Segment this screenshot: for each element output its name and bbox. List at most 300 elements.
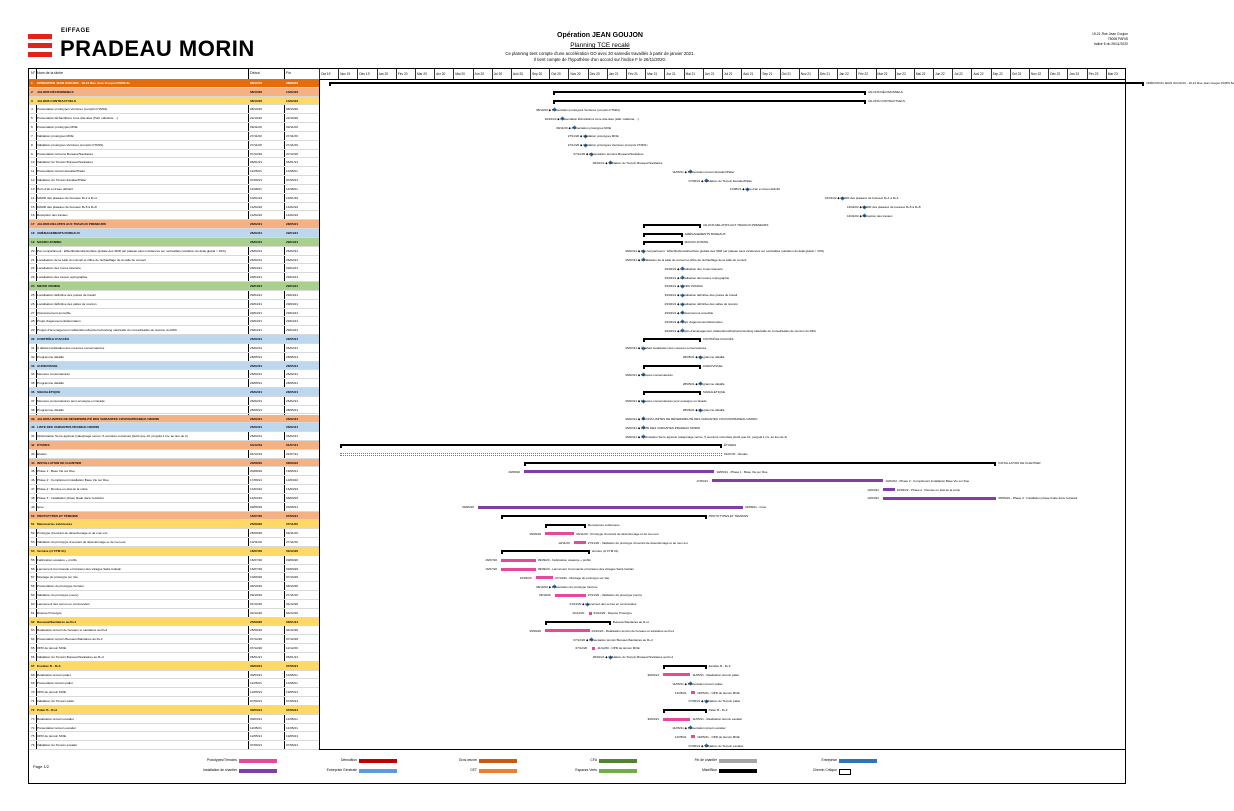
table-row[interactable] — [29, 715, 319, 724]
task-start: 26/02/21 — [250, 345, 263, 350]
table-row[interactable] — [29, 309, 319, 318]
task-name: Validation du Témoin Escalier/Palier — [37, 178, 87, 183]
bar-label: 03/12/20 - Dépose Prototype — [593, 611, 632, 616]
bar-label: 27/11/20 - Validation du prototype d'ouvrant de désenfumage et de men.ext. — [587, 540, 689, 545]
task-number: 55 — [31, 557, 35, 562]
task-number: 67 — [31, 663, 35, 668]
gantt-bar[interactable] — [501, 559, 536, 562]
bar-label: MACRO ZONING — [684, 240, 709, 245]
table-row[interactable] — [29, 406, 319, 415]
table-row[interactable] — [29, 600, 319, 609]
bar-label: 01/07/21 - Études — [724, 452, 748, 457]
bar-label: Escalier B - R+3 — [708, 664, 731, 669]
task-start: 07/12/20 — [250, 151, 263, 156]
legend-label: Entreprise Générale — [326, 768, 357, 772]
table-row[interactable] — [29, 273, 319, 282]
table-row[interactable] — [29, 397, 319, 406]
gantt-bar[interactable] — [524, 462, 996, 464]
task-start: 29/04/21 — [250, 284, 263, 289]
bar-label: 11/05/21 - Réalisation témoin escalier — [692, 717, 743, 722]
task-number: 19 — [31, 239, 35, 244]
bar-label: 28/05/21 ◆ Programme détaillé — [682, 355, 725, 360]
bar-label: 27/11/20 ◆ Validation prototypes Verrières (compris FTM01) — [567, 143, 648, 148]
table-row[interactable] — [29, 158, 319, 167]
month-label: Nov 20 — [568, 69, 587, 79]
bar-label: 16/03/22 - Phase 2 : Remise en état de la voirie — [896, 487, 961, 492]
table-row[interactable] — [29, 432, 319, 441]
bar-label: OPÉRATION JEAN GOUJON - 19-21 Rue Jean Goujon PARIS 8e — [1146, 81, 1234, 86]
task-number: 22 — [31, 266, 35, 271]
gantt-bar[interactable] — [340, 444, 722, 446]
table-row[interactable] — [29, 150, 319, 159]
gantt-bar[interactable] — [524, 470, 714, 473]
address-line-1: 19-21 Rue Jean Goujon — [1091, 32, 1128, 36]
table-row[interactable] — [29, 123, 319, 132]
table-row[interactable] — [29, 450, 319, 459]
task-number: 64 — [31, 637, 35, 642]
gantt-bar[interactable] — [501, 568, 536, 571]
task-start: 17/06/21 — [250, 478, 263, 483]
task-end: 29/04/21 — [286, 328, 299, 333]
table-row[interactable] — [29, 211, 319, 220]
task-number: 51 — [31, 522, 35, 527]
task-name: Mesures conservatoires — [37, 372, 70, 377]
gantt-bar[interactable] — [883, 488, 895, 491]
bar-label: 06/01/21 ◆ Validation du Témoin Bureaux/Sanitaires au R+4 — [592, 655, 674, 660]
task-start: 07/12/20 — [250, 646, 263, 651]
table-row[interactable] — [29, 662, 319, 671]
table-row[interactable] — [29, 512, 319, 521]
gantt-bar[interactable] — [663, 709, 706, 711]
gantt-bar[interactable] — [553, 91, 866, 93]
task-start: 11/05/21 — [250, 169, 262, 174]
bar-label: 07/12/20 ◆ Présentation témoin Bureaux/Sanitaires au R+4 — [573, 637, 653, 642]
task-start: 26/02/21 — [250, 390, 263, 394]
table-row[interactable] — [29, 626, 319, 635]
table-row[interactable] — [29, 282, 319, 291]
legend-swatch — [719, 769, 757, 773]
table-row[interactable] — [29, 300, 319, 309]
task-name: Études — [37, 451, 47, 456]
table-row[interactable] — [29, 591, 319, 600]
legend-swatch — [239, 769, 277, 773]
table-row[interactable] — [29, 105, 319, 114]
gantt-bar[interactable] — [545, 629, 589, 632]
task-end: 14/03/22 — [286, 478, 299, 483]
table-row[interactable] — [29, 203, 319, 212]
legend-swatch — [359, 769, 397, 773]
gantt-bar[interactable] — [712, 479, 883, 482]
gantt-bar[interactable] — [663, 665, 706, 667]
month-label: Avr 20 — [434, 69, 453, 79]
table-row[interactable] — [29, 724, 319, 733]
legend-swatch — [239, 759, 277, 763]
task-number: 35 — [31, 381, 35, 386]
table-row[interactable] — [29, 264, 319, 273]
task-start: 26/02/21 — [250, 434, 263, 439]
page-subtitle: Planning TCE recalé — [570, 42, 630, 49]
month-label: Fév 22 — [856, 69, 875, 79]
table-row[interactable] — [29, 529, 319, 538]
month-label: Jun 20 — [473, 69, 492, 79]
table-row[interactable] — [29, 573, 319, 582]
month-label: Fév 23 — [1087, 69, 1106, 79]
table-row[interactable] — [29, 423, 319, 432]
bar-label: 26/02/21 ◆ Mesures conservatoires — [625, 372, 673, 377]
task-name: Présentation Échantillons zone dite-âtes (Hall, cafétéria, ...) — [37, 116, 119, 121]
task-number: 34 — [31, 372, 35, 377]
gantt-bar[interactable] — [663, 718, 690, 721]
task-name: Présentation du prototype Verrière — [37, 584, 85, 589]
task-name: JALONS RELATIFS AUX TRAVAUX PRENEURS — [37, 222, 106, 227]
bar-label: 07/06/21 ◆ Validation du Témoin palier — [688, 699, 741, 704]
task-number: 42 — [31, 442, 35, 447]
task-start: 25/09/20 — [250, 619, 263, 624]
task-number: 36 — [31, 390, 35, 394]
task-name: Validation du prototype d'ouvrant de désenfumage et de men.ext. — [37, 540, 127, 545]
task-start: 10/09/20 — [250, 575, 263, 580]
footer — [28, 750, 1126, 784]
bar-label: JALONS CONTRACTUELS — [867, 99, 905, 104]
month-label: Avr 21 — [664, 69, 683, 79]
bar-label: 10/01/22 ◆ MADR des plateaux de bureaux R+1 à R+4 — [824, 196, 899, 201]
table-row[interactable] — [29, 167, 319, 176]
task-end: 03/12/20 — [286, 610, 299, 615]
bar-start-label: 12/05/21 — [674, 734, 687, 739]
task-start: 26/02/21 — [250, 248, 263, 253]
task-start: 29/04/21 — [250, 275, 263, 280]
task-end: 07/06/21 — [286, 699, 299, 704]
table-row[interactable] — [29, 362, 319, 371]
month-label: Jun 22 — [933, 69, 952, 79]
table-row[interactable] — [29, 256, 319, 265]
gantt-bar[interactable] — [643, 391, 701, 393]
task-number: 18 — [31, 231, 35, 236]
table-row[interactable] — [29, 441, 319, 450]
task-end: 29/04/21 — [286, 319, 299, 324]
task-number: 29 — [31, 328, 35, 333]
task-name: Localisation des zones tisanerie — [37, 266, 81, 271]
task-start: 26/02/21 — [250, 425, 263, 430]
task-start: 28/05/21 — [250, 354, 263, 359]
table-row[interactable] — [29, 503, 319, 512]
gantt-bar[interactable] — [643, 233, 682, 235]
table-row[interactable] — [29, 556, 319, 565]
task-end: 14/02/22 — [286, 204, 299, 209]
gantt-bar[interactable] — [501, 550, 589, 552]
table-row[interactable] — [29, 679, 319, 688]
table-row[interactable] — [29, 476, 319, 485]
table-row[interactable] — [29, 618, 319, 627]
table-row[interactable] — [29, 344, 319, 353]
month-label: Mai 22 — [914, 69, 933, 79]
task-number: 14 — [31, 195, 35, 200]
address-line-2: 75008 PARIS — [1107, 37, 1128, 41]
task-end: 08/10/20 — [286, 107, 299, 112]
bar-label: AMÉNAGEMENTS BUREAUX — [684, 231, 726, 236]
month-label: Déc 19 — [357, 69, 376, 79]
task-name: OPR de témoin MOE — [37, 646, 67, 651]
task-end: 03/12/20 — [286, 548, 299, 553]
task-name: Programme détaillé — [37, 407, 64, 412]
bar-start-label: 14/03/22 — [867, 496, 879, 501]
bar-start-label: 09/10/20 — [539, 593, 551, 598]
task-name: Par compartiment : Effectifs/densité/surface globale des SDR par plateau sans incidences sur verticalités (variation du délai global < 10%) — [37, 248, 226, 253]
table-row[interactable] — [29, 291, 319, 300]
table-row[interactable] — [29, 459, 319, 468]
task-number: 12 — [31, 178, 35, 183]
bar-label: 29/04/21 ◆ Projets d'aménagement cafétéria/rooftop/serre/working café/salle du conseil/salles de réunion du RDC — [664, 328, 817, 333]
task-start: 07/06/21 — [250, 699, 263, 704]
task-start: 30/03/21 — [250, 707, 263, 712]
legend-swatch — [479, 769, 517, 773]
task-number: 13 — [31, 186, 35, 191]
task-end: 19/06/21 — [286, 469, 299, 474]
task-name: OPÉRATION JEAN GOUJON - 19-21 Rue Jean Goujon PARIS 8e — [37, 81, 130, 85]
month-label: Jan 22 — [837, 69, 856, 79]
bar-label: 11/05/21 ◆ Présentation témoin palier — [672, 681, 723, 686]
table-row[interactable] — [29, 88, 319, 97]
task-number: 74 — [31, 725, 35, 730]
gantt-bar[interactable] — [663, 673, 690, 676]
task-number: 72 — [31, 707, 35, 712]
table-row[interactable] — [29, 247, 319, 256]
task-name: Phase 1 : Base Vie sur Rue — [37, 469, 75, 474]
table-row[interactable] — [29, 697, 319, 706]
task-name: À défaut localisation des mesures conservatoires — [37, 345, 105, 350]
table-row[interactable] — [29, 317, 319, 326]
month-label: Aoû 21 — [741, 69, 760, 79]
table-row[interactable] — [29, 485, 319, 494]
table-row[interactable] — [29, 132, 319, 141]
task-number: 28 — [31, 319, 35, 324]
task-number: 57 — [31, 575, 35, 580]
task-name: SIGNALÉTIQUE — [37, 390, 61, 394]
table-row[interactable] — [29, 565, 319, 574]
table-row[interactable] — [29, 97, 319, 106]
table-row[interactable] — [29, 114, 319, 123]
table-row[interactable] — [29, 353, 319, 362]
gantt-bar[interactable] — [329, 82, 1145, 84]
gantt-bar[interactable] — [643, 338, 701, 340]
task-number: 7 — [31, 133, 33, 138]
table-row[interactable] — [29, 370, 319, 379]
task-name: Prototype d'ouvrant de désenfumage et de men.ext. — [37, 531, 109, 536]
gantt-bar[interactable] — [574, 541, 586, 544]
table-row[interactable] — [29, 388, 319, 397]
table-row[interactable] — [29, 547, 319, 556]
bar-label: Verrière (cf FTM 01) — [591, 549, 619, 554]
task-end: 09/09/20 — [286, 557, 299, 562]
logo-name: PRADEAU MORIN — [60, 36, 255, 61]
task-end: 22/10/20 — [286, 116, 299, 121]
table-row[interactable] — [29, 176, 319, 185]
header-note-2: Il tient compte de l'hypothèse d'un accord sur l'indice F le 26/11/2020. — [533, 57, 667, 62]
table-row[interactable] — [29, 635, 319, 644]
gantt-bar[interactable] — [340, 453, 722, 456]
month-label: Oct 19 — [319, 69, 338, 79]
bar-start-label: 25/09/20 — [529, 628, 542, 633]
gantt-bar[interactable] — [691, 735, 695, 738]
task-end: 28/05/21 — [286, 363, 299, 368]
bar-start-label: 25/09/20 — [529, 531, 542, 536]
task-number: 54 — [31, 548, 35, 553]
bar-label: INSTALLATION DE CHANTIER — [998, 461, 1041, 466]
task-number: 23 — [31, 275, 35, 280]
table-row[interactable] — [29, 644, 319, 653]
task-number: 71 — [31, 699, 35, 704]
bar-label: 19/05/21 - OPR de témoin MOE — [697, 734, 740, 739]
legend-label: Prototypes/Témoins — [206, 758, 237, 762]
gantt-bar[interactable] — [643, 224, 701, 226]
task-end: 26/02/21 — [286, 257, 299, 262]
task-end: 10/01/22 — [286, 195, 299, 200]
task-name: Hors d'air et d'eau définitif — [37, 186, 73, 191]
task-start: 16/07/20 — [250, 513, 263, 518]
task-end: 01/07/21 — [286, 451, 299, 456]
table-row[interactable] — [29, 229, 319, 238]
gantt-bar[interactable] — [545, 532, 574, 535]
legend-swatch — [599, 769, 637, 773]
task-name: Lancement des verres en commandes — [37, 601, 90, 606]
gantt-bar[interactable] — [553, 100, 866, 102]
task-start: 14/02/22 — [250, 213, 263, 218]
task-start: 08/10/20 — [250, 98, 263, 103]
table-row[interactable] — [29, 741, 319, 750]
table-row[interactable] — [29, 415, 319, 424]
table-row[interactable] — [29, 538, 319, 547]
task-end: 27/11/20 — [286, 522, 298, 527]
legend-label: Entreprise — [821, 758, 837, 762]
task-name: Localisation définitive des postes de travail — [37, 292, 96, 297]
task-start: 12/05/21 — [250, 734, 263, 739]
bar-start-label: 10/11/20 — [558, 540, 570, 545]
col-end: Fin — [286, 71, 291, 75]
table-row[interactable] — [29, 379, 319, 388]
gantt-bar[interactable] — [883, 497, 996, 500]
task-number: 76 — [31, 743, 35, 748]
task-name: ÉTUDES — [37, 442, 50, 447]
table-row[interactable] — [29, 185, 319, 194]
gantt-bar[interactable] — [501, 515, 706, 517]
task-start: 28/05/21 — [250, 381, 263, 386]
task-end: 07/12/20 — [286, 637, 299, 642]
task-end: 11/08/21 — [286, 186, 298, 191]
table-row[interactable] — [29, 732, 319, 741]
bar-label: 07/10/20 - Montage du prototype sur site — [555, 575, 610, 580]
gantt-bar[interactable] — [589, 612, 592, 615]
task-start: 01/12/20 — [250, 601, 263, 606]
table-row[interactable] — [29, 141, 319, 150]
table-row[interactable] — [29, 520, 319, 529]
table-row[interactable] — [29, 671, 319, 680]
task-number: 9 — [31, 151, 33, 156]
gantt-bar[interactable] — [643, 365, 701, 367]
task-number: 11 — [31, 169, 35, 174]
task-number: 52 — [31, 531, 35, 536]
table-row[interactable] — [29, 238, 319, 247]
month-label: Jun 21 — [703, 69, 722, 79]
task-number: 69 — [31, 681, 35, 686]
task-number: 8 — [31, 142, 33, 147]
task-start: 26/02/21 — [250, 222, 263, 227]
task-end: 01/12/20 — [286, 601, 299, 606]
month-label: Jan 23 — [1067, 69, 1086, 79]
task-name: INSTALLATION DE CHANTIER — [37, 460, 82, 465]
task-number: 60 — [31, 601, 35, 606]
task-name: Localisation des locaux reprographie — [37, 275, 88, 280]
table-row[interactable] — [29, 706, 319, 715]
task-name: Verrière (cf FTM 01) — [37, 548, 66, 553]
task-end: 29/04/21 — [286, 275, 299, 280]
task-name: Escalier B - R+3 — [37, 663, 61, 668]
gantt-bar[interactable] — [592, 647, 596, 650]
table-row[interactable] — [29, 609, 319, 618]
task-name: Menuiseries extérieures — [37, 522, 73, 527]
gantt-bar[interactable] — [555, 594, 586, 597]
task-number: 20 — [31, 248, 35, 253]
table-row[interactable] — [29, 494, 319, 503]
task-start: 26/02/21 — [250, 239, 263, 244]
task-start: 08/10/20 — [250, 89, 263, 94]
task-start: 16/07/20 — [250, 557, 263, 562]
table-row[interactable] — [29, 582, 319, 591]
table-row[interactable] — [29, 335, 319, 344]
gantt-bar[interactable] — [536, 576, 553, 579]
bar-label: 26/02/21 ◆ LISTE DES VARIANTES PRADEAU MORIN — [625, 425, 701, 430]
table-row[interactable] — [29, 79, 319, 88]
legend-swatch — [359, 759, 397, 763]
task-start: 11/05/21 — [250, 725, 262, 730]
task-start: 09/11/20 — [250, 125, 262, 130]
table-row[interactable] — [29, 688, 319, 697]
table-row[interactable] — [29, 220, 319, 229]
task-start: 04/12/19 — [250, 442, 263, 447]
gantt-bar[interactable] — [478, 506, 743, 509]
task-number: 38 — [31, 407, 35, 412]
month-label: Mar 21 — [645, 69, 664, 79]
gantt-bar[interactable] — [643, 241, 682, 243]
gantt-bar[interactable] — [691, 691, 695, 694]
task-name: Présentation témoins Bureaux/Sanitaires — [37, 151, 94, 156]
task-end: 08/09/22 — [286, 460, 299, 465]
table-row[interactable] — [29, 467, 319, 476]
legend-label: Espaces Verts — [575, 768, 597, 772]
task-number: 6 — [31, 125, 33, 130]
task-end: 01/07/21 — [286, 442, 299, 447]
task-start: 16/07/20 — [250, 548, 263, 553]
table-row[interactable] — [29, 653, 319, 662]
task-end: 06/01/21 — [286, 619, 299, 624]
legend-label: Chemin Critique — [812, 768, 837, 772]
bar-label: 14/02/22 ◆ Réception des travaux — [846, 213, 893, 218]
table-row[interactable] — [29, 194, 319, 203]
month-label: Nov 21 — [799, 69, 818, 79]
task-name: Montage du prototype sur site — [37, 575, 78, 580]
month-label: Sep 22 — [991, 69, 1010, 79]
task-name: Phase 2 : Complément installation Base Vie sur Rue — [37, 478, 109, 483]
task-start: 08/10/20 — [250, 107, 263, 112]
table-row[interactable] — [29, 326, 319, 335]
gantt-bar[interactable] — [545, 621, 610, 623]
legend-label: Fin de chantier — [694, 758, 717, 762]
task-start: 14/03/22 — [250, 487, 263, 492]
legend-label: CET — [470, 768, 477, 772]
task-start: 10/01/22 — [250, 195, 263, 200]
task-start: 02/12/20 — [250, 610, 263, 615]
bar-label: 11/05/21 - Réalisation témoin palier — [692, 672, 740, 677]
gantt-bar[interactable] — [545, 524, 585, 526]
